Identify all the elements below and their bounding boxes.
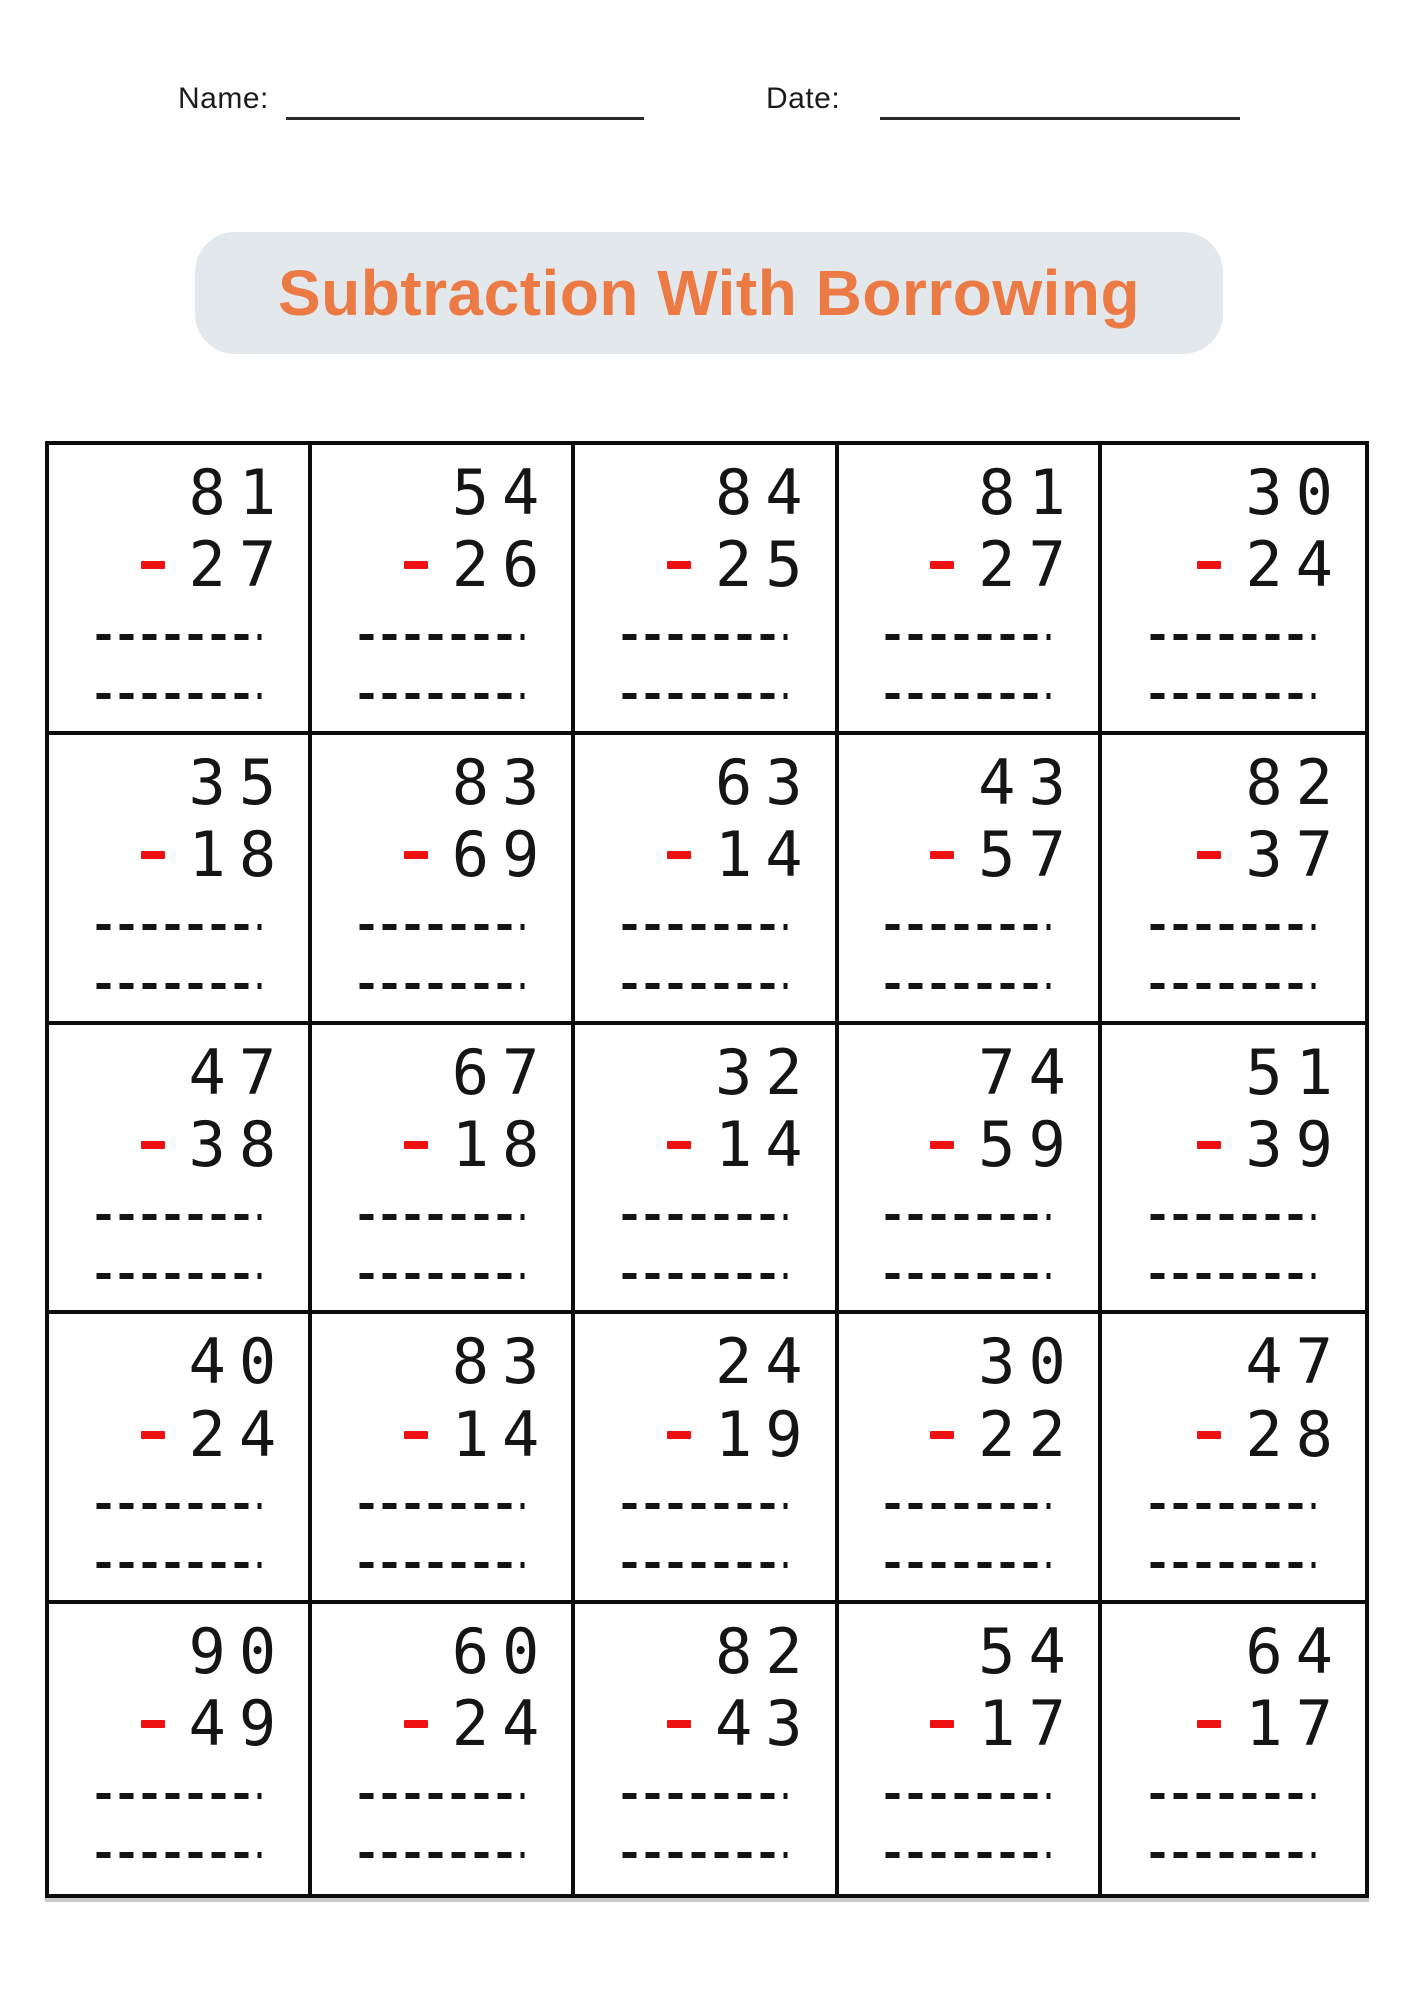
minuend: [141, 1615, 290, 1689]
subtrahend-digits: 26: [451, 528, 553, 602]
minuend: [667, 745, 816, 819]
minuend: [930, 456, 1079, 529]
problem: [1197, 1615, 1346, 1761]
minuend: [667, 1325, 816, 1399]
problem-cell: [839, 445, 1102, 735]
subtrahend-row: [1197, 1107, 1346, 1181]
answer-line: [359, 1793, 524, 1799]
answer-line: [359, 1852, 524, 1858]
subtrahend-row: [404, 817, 553, 891]
minus-icon: [667, 851, 691, 859]
minus-icon: [930, 1431, 954, 1439]
subtrahend-digits: 27: [978, 528, 1079, 602]
subtrahend-digits: 22: [978, 1397, 1079, 1471]
subtrahend-row: [667, 1687, 816, 1761]
answer-line: [1151, 983, 1316, 989]
minuend: [404, 1325, 553, 1399]
minus-icon: [930, 851, 954, 859]
minuend-digits: 67: [451, 1035, 553, 1109]
problem-cell: [1102, 1314, 1365, 1604]
problem-cell: [312, 1604, 575, 1894]
answer-line: [886, 634, 1051, 640]
answer-line: [96, 924, 261, 930]
minuend: [1197, 1035, 1346, 1109]
minus-icon: [930, 1141, 954, 1149]
subtrahend-row: [930, 817, 1079, 891]
problem: [141, 456, 290, 602]
minuend: [141, 745, 290, 819]
answer-line: [622, 693, 787, 699]
subtrahend-digits: 19: [714, 1397, 816, 1471]
minus-icon: [141, 1720, 165, 1728]
answer-line: [1151, 1214, 1316, 1220]
answer-line: [622, 1273, 787, 1279]
name-label: Name:: [178, 82, 269, 115]
minuend-digits: 83: [451, 745, 553, 819]
subtrahend-digits: 37: [1245, 817, 1346, 891]
problem-cell: [839, 1604, 1102, 1894]
minuend-digits: 30: [1245, 456, 1346, 529]
problem: [141, 1325, 290, 1471]
subtrahend-row: [1197, 817, 1346, 891]
problem-cell: [575, 1314, 838, 1604]
minuend-digits: 83: [451, 1325, 553, 1399]
answer-line: [1151, 1852, 1316, 1858]
minuend: [141, 1325, 290, 1399]
minus-icon: [667, 1141, 691, 1149]
subtrahend-row: [667, 1397, 816, 1471]
subtrahend-digits: 49: [188, 1687, 290, 1761]
minuend-digits: 54: [451, 456, 553, 529]
answer-line: [622, 1503, 787, 1509]
date-label: Date:: [766, 82, 841, 115]
minuend-digits: 54: [978, 1615, 1079, 1689]
problem: [930, 745, 1079, 891]
minuend-digits: 24: [714, 1325, 816, 1399]
minuend: [404, 1035, 553, 1109]
minuend: [1197, 745, 1346, 819]
answer-line: [622, 983, 787, 989]
problem-cell: [1102, 1025, 1365, 1315]
subtrahend-row: [1197, 1687, 1346, 1761]
subtrahend-digits: 25: [714, 528, 816, 602]
minus-icon: [1197, 1141, 1221, 1149]
answer-line: [622, 634, 787, 640]
minuend-digits: 63: [714, 745, 816, 819]
minus-icon: [930, 561, 954, 569]
problem-cell: [575, 735, 838, 1025]
problem: [667, 745, 816, 891]
answer-line: [886, 1503, 1051, 1509]
answer-line: [886, 983, 1051, 989]
answer-line: [96, 1273, 261, 1279]
answer-line: [1151, 1273, 1316, 1279]
minus-icon: [1197, 1431, 1221, 1439]
problem-cell: [1102, 735, 1365, 1025]
minuend: [404, 745, 553, 819]
subtrahend-row: [141, 1397, 290, 1471]
subtrahend-row: [667, 817, 816, 891]
problems-grid: [45, 441, 1369, 1898]
answer-line: [886, 1852, 1051, 1858]
subtrahend-row: [141, 528, 290, 602]
problem: [1197, 745, 1346, 891]
answer-line: [622, 1214, 787, 1220]
answer-line: [359, 1503, 524, 1509]
subtrahend-row: [667, 1107, 816, 1181]
subtrahend-digits: 57: [978, 817, 1079, 891]
answer-line: [359, 1562, 524, 1568]
problem: [930, 1035, 1079, 1181]
minuend-digits: 90: [188, 1615, 290, 1689]
minus-icon: [141, 1431, 165, 1439]
problem: [1197, 1035, 1346, 1181]
subtrahend-digits: 14: [714, 817, 816, 891]
minus-icon: [404, 1720, 428, 1728]
minuend: [1197, 1325, 1346, 1399]
minus-icon: [141, 851, 165, 859]
minus-icon: [404, 851, 428, 859]
problem-cell: [1102, 445, 1365, 735]
subtrahend-digits: 43: [714, 1687, 816, 1761]
minus-icon: [404, 1141, 428, 1149]
problem: [667, 456, 816, 602]
minus-icon: [667, 1720, 691, 1728]
problem-cell: [49, 1604, 312, 1894]
subtrahend-digits: 27: [188, 528, 290, 602]
minuend-digits: 74: [978, 1035, 1079, 1109]
answer-line: [622, 924, 787, 930]
minuend: [404, 456, 553, 529]
subtrahend-row: [404, 528, 553, 602]
answer-line: [359, 1214, 524, 1220]
minuend-digits: 43: [978, 745, 1079, 819]
answer-line: [96, 634, 261, 640]
problem-cell: [312, 1314, 575, 1604]
minus-icon: [141, 1141, 165, 1149]
subtrahend-row: [404, 1397, 553, 1471]
answer-line: [96, 1214, 261, 1220]
answer-line: [359, 1273, 524, 1279]
subtrahend-row: [667, 528, 816, 602]
minuend: [930, 1035, 1079, 1109]
problem: [930, 1325, 1079, 1471]
subtrahend-row: [404, 1107, 553, 1181]
subtrahend-digits: 24: [451, 1687, 553, 1761]
minuend-digits: 82: [714, 1615, 816, 1689]
minuend-digits: 82: [1245, 745, 1346, 819]
minuend-digits: 81: [978, 456, 1079, 529]
minus-icon: [1197, 1720, 1221, 1728]
problem: [404, 1035, 553, 1181]
subtrahend-digits: 39: [1245, 1107, 1346, 1181]
minuend: [667, 1035, 816, 1109]
minuend: [930, 745, 1079, 819]
problem-cell: [312, 735, 575, 1025]
subtrahend-row: [930, 1107, 1079, 1181]
title-banner: [195, 232, 1223, 354]
subtrahend-row: [930, 528, 1079, 602]
answer-line: [359, 924, 524, 930]
problem: [141, 1615, 290, 1761]
date-blank-line: [880, 117, 1240, 120]
problem: [667, 1615, 816, 1761]
problem: [1197, 1325, 1346, 1471]
answer-line: [1151, 924, 1316, 930]
answer-line: [886, 1214, 1051, 1220]
subtrahend-row: [141, 817, 290, 891]
subtrahend-digits: 38: [188, 1107, 290, 1181]
problem: [1197, 456, 1346, 602]
minus-icon: [1197, 851, 1221, 859]
subtrahend-row: [1197, 528, 1346, 602]
minuend-digits: 84: [714, 456, 816, 529]
minus-icon: [930, 1720, 954, 1728]
answer-line: [622, 1562, 787, 1568]
problem-cell: [839, 1314, 1102, 1604]
subtrahend-digits: 28: [1245, 1397, 1346, 1471]
problem-cell: [1102, 1604, 1365, 1894]
answer-line: [622, 1793, 787, 1799]
subtrahend-row: [1197, 1397, 1346, 1471]
problem: [667, 1035, 816, 1181]
minus-icon: [404, 561, 428, 569]
problem-cell: [575, 445, 838, 735]
minuend-digits: 30: [978, 1325, 1079, 1399]
minuend-digits: 81: [188, 456, 290, 529]
minuend: [141, 456, 290, 529]
problem: [667, 1325, 816, 1471]
minuend: [1197, 1615, 1346, 1689]
minuend-digits: 60: [451, 1615, 553, 1689]
minuend-digits: 47: [188, 1035, 290, 1109]
subtrahend-digits: 17: [1245, 1687, 1346, 1761]
minuend: [1197, 456, 1346, 529]
problem-cell: [312, 1025, 575, 1315]
answer-line: [96, 1793, 261, 1799]
answer-line: [886, 1273, 1051, 1279]
subtrahend-digits: 14: [714, 1107, 816, 1181]
minus-icon: [667, 1431, 691, 1439]
problem: [141, 745, 290, 891]
minuend: [667, 1615, 816, 1689]
subtrahend-digits: 24: [1245, 528, 1346, 602]
problem: [404, 456, 553, 602]
subtrahend-digits: 18: [188, 817, 290, 891]
problem: [930, 1615, 1079, 1761]
subtrahend-row: [404, 1687, 553, 1761]
problem-cell: [49, 1025, 312, 1315]
answer-line: [359, 634, 524, 640]
subtrahend-digits: 24: [188, 1397, 290, 1471]
answer-line: [1151, 634, 1316, 640]
minuend: [930, 1325, 1079, 1399]
minuend: [667, 456, 816, 529]
subtrahend-row: [930, 1397, 1079, 1471]
problem-cell: [575, 1025, 838, 1315]
problem-cell: [839, 1025, 1102, 1315]
subtrahend-row: [141, 1687, 290, 1761]
subtrahend-digits: 69: [451, 817, 553, 891]
answer-line: [886, 1793, 1051, 1799]
answer-line: [96, 1562, 261, 1568]
problem: [404, 745, 553, 891]
answer-line: [359, 693, 524, 699]
problem: [141, 1035, 290, 1181]
subtrahend-row: [930, 1687, 1079, 1761]
minuend-digits: 51: [1245, 1035, 1346, 1109]
answer-line: [1151, 1793, 1316, 1799]
minuend-digits: 35: [188, 745, 290, 819]
answer-line: [96, 1503, 261, 1509]
minuend: [404, 1615, 553, 1689]
problem-cell: [575, 1604, 838, 1894]
subtrahend-digits: 18: [451, 1107, 553, 1181]
answer-line: [359, 983, 524, 989]
minuend-digits: 40: [188, 1325, 290, 1399]
answer-line: [1151, 693, 1316, 699]
page-title: Subtraction With Borrowing: [277, 257, 1141, 329]
problem-cell: [49, 1314, 312, 1604]
minuend: [141, 1035, 290, 1109]
answer-line: [96, 693, 261, 699]
answer-line: [622, 1852, 787, 1858]
answer-line: [886, 1562, 1051, 1568]
subtrahend-digits: 59: [978, 1107, 1079, 1181]
problem: [930, 456, 1079, 602]
subtrahend-digits: 14: [451, 1397, 553, 1471]
minuend-digits: 32: [714, 1035, 816, 1109]
subtrahend-row: [141, 1107, 290, 1181]
name-blank-line: [286, 117, 644, 120]
minuend-digits: 64: [1245, 1615, 1346, 1689]
problem-cell: [312, 445, 575, 735]
problem: [404, 1325, 553, 1471]
subtrahend-digits: 17: [978, 1687, 1079, 1761]
minus-icon: [141, 561, 165, 569]
problem-cell: [49, 445, 312, 735]
problem-cell: [49, 735, 312, 1025]
answer-line: [1151, 1503, 1316, 1509]
problem-cell: [839, 735, 1102, 1025]
problem: [404, 1615, 553, 1761]
answer-line: [1151, 1562, 1316, 1568]
answer-line: [886, 693, 1051, 699]
answer-line: [96, 983, 261, 989]
minus-icon: [667, 561, 691, 569]
minus-icon: [404, 1431, 428, 1439]
minuend: [930, 1615, 1079, 1689]
answer-line: [96, 1852, 261, 1858]
minuend-digits: 47: [1245, 1325, 1346, 1399]
answer-line: [886, 924, 1051, 930]
minus-icon: [1197, 561, 1221, 569]
